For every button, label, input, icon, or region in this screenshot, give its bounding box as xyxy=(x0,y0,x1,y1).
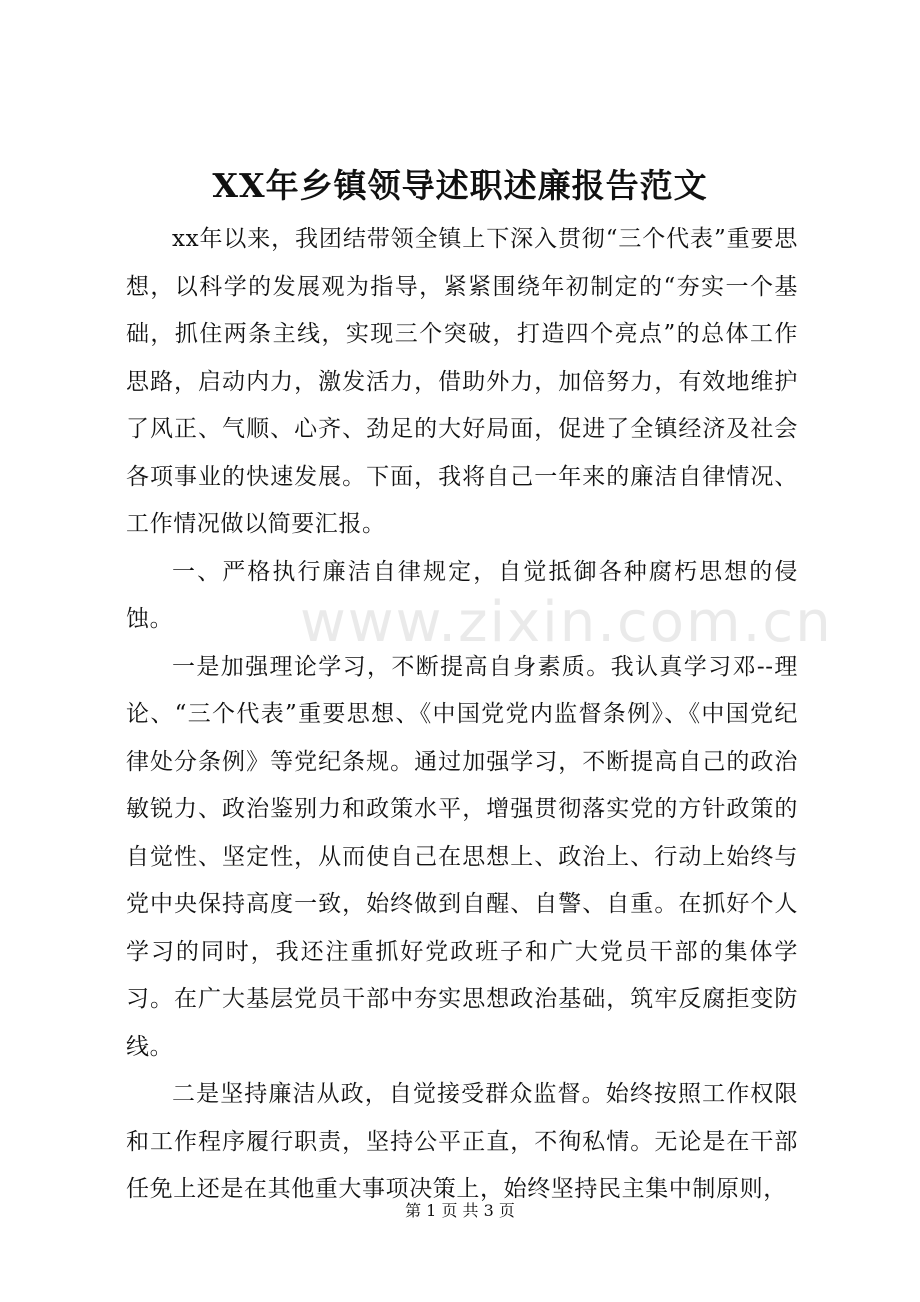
paragraph-point-one: 一是加强理论学习，不断提高自身素质。我认真学习邓--理论、“三个代表”重要思想、《中国党党内监督条例》、《中国党纪律处分条例》等党纪条规。通过加强学习，不断提高自己的政治敏锐力、政治鉴别力和政策水平，增强贯彻落实党的方针政策的自觉性、坚定性，从而使自己在思想上、政治上、行动上始终与党中央保持高度一致，始终做到自醒、自警、自重。在抓好个人学习的同时，我还注重抓好党政班子和广大党员干部的集体学习。在广大基层党员干部中夯实思想政治基础，筑牢反腐拒变防线。 xyxy=(126,653,798,1060)
document-body xyxy=(126,216,798,1214)
paragraph-section-heading: 一、严格执行廉洁自律规定，自觉抵御各种腐朽思想的侵蚀。 xyxy=(126,558,798,632)
paragraph-point-two: 二是坚持廉洁从政，自觉接受群众监督。始终按照工作权限和工作程序履行职责，坚持公平正直，不徇私情。无论是在干部任免上还是在其他重大事项决策上，始终坚持民主集中制原则， xyxy=(126,1081,798,1202)
paragraph-intro: xx年以来，我团结带领全镇上下深入贯彻“三个代表”重要思想，以科学的发展观为指导，紧紧围绕年初制定的“夯实一个基础，抓住两条主线，实现三个突破，打造四个亮点”的总体工作思路，启动内力，激发活力，借助外力，加倍努力，有效地维护了风正、气顺、心齐、劲足的大好局面，促进了全镇经济及社会各项事业的快速发展。下面，我将自己一年来的廉洁自律情况、工作情况做以简要汇报。 xyxy=(126,226,798,537)
watermark: www.zixin.com.cn xyxy=(300,590,833,655)
page-footer: 第 1 页 共 3 页 xyxy=(405,1201,515,1220)
document-title: XX年乡镇领导述职述廉报告范文 xyxy=(212,166,708,205)
